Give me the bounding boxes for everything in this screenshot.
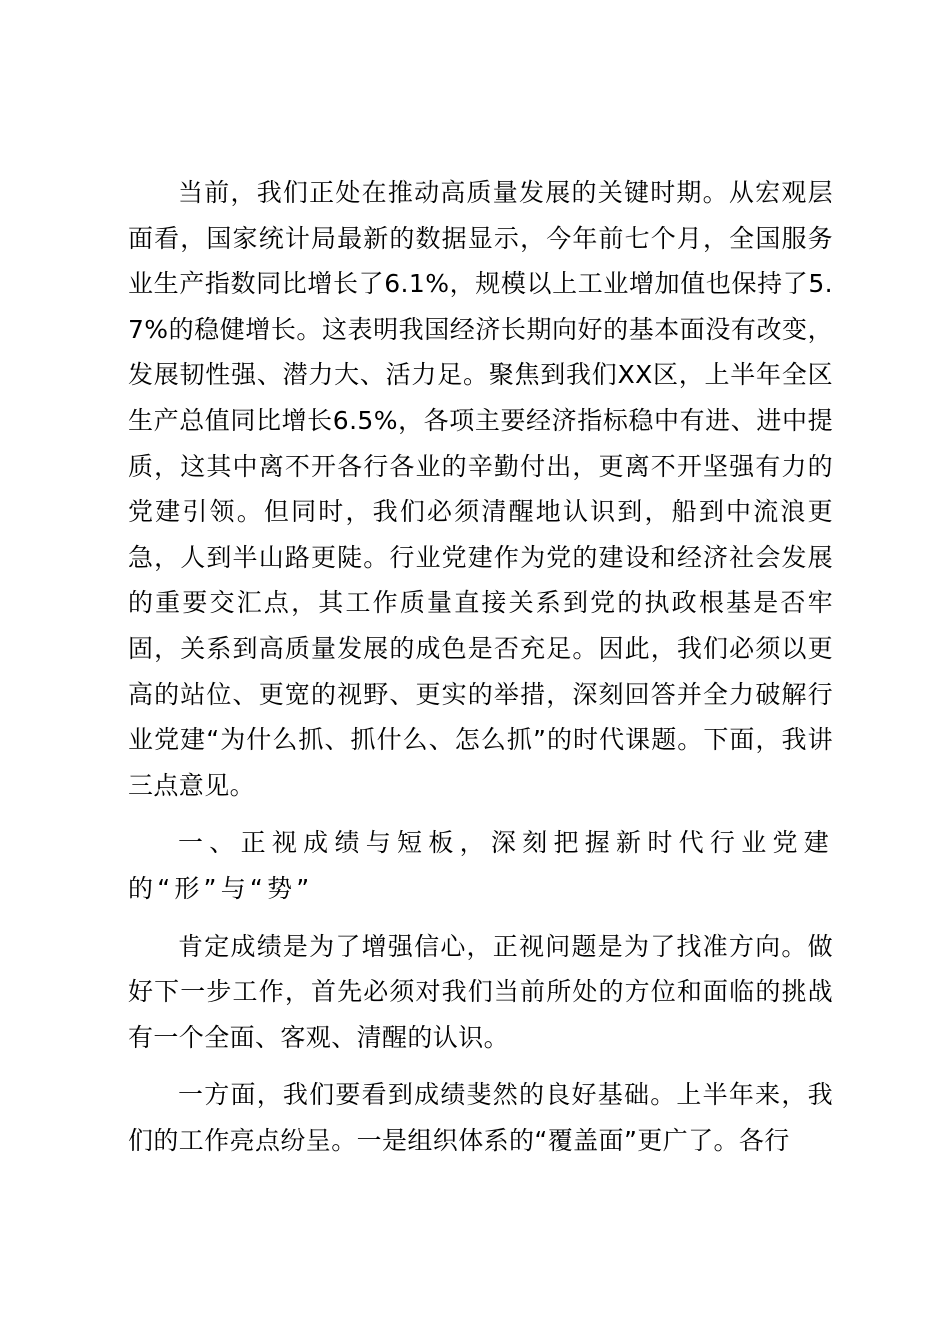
section1-paragraph-2: 一方面，我们要看到成绩斐然的良好基础。上半年来，我们的工作亮点纷呈。一是组织体系的“覆盖面”更广了。各行 xyxy=(128,1080,833,1155)
paragraph-gap xyxy=(128,912,833,924)
paragraph-gap xyxy=(128,1060,833,1072)
section-heading-1: 一、正视成绩与短板，深刻把握新时代行业党建的“形”与“势” xyxy=(128,828,833,903)
document-body xyxy=(128,170,833,1163)
intro-paragraph: 当前，我们正处在推动高质量发展的关键时期。从宏观层面看，国家统计局最新的数据显示，今年前七个月，全国服务业生产指数同比增长了6.1%，规模以上工业增加值也保持了5.7%的稳健增长。这表明我国经济长期向好的基本面没有改变，发展韧性强、潜力大、活力足。聚焦到我们XX区，上半年全区生产总值同比增长6.5%，各项主要经济指标稳中有进、进中提质，这其中离不开各行各业的辛勤付出，更离不开坚强有力的党建引领。但同时，我们必须清醒地认识到，船到中流浪更急，人到半山路更陡。行业党建作为党的建设和经济社会发展的重要交汇点，其工作质量直接关系到党的执政根基是否牢固，关系到高质量发展的成色是否充足。因此，我们必须以更高的站位、更宽的视野、更实的举措，深刻回答并全力破解行业党建“为什么抓、抓什么、怎么抓”的时代课题。下面，我讲三点意见。 xyxy=(128,178,833,800)
section1-paragraph-1: 肯定成绩是为了增强信心，正视问题是为了找准方向。做好下一步工作，首先必须对我们当前所处的方位和面临的挑战有一个全面、客观、清醒的认识。 xyxy=(128,931,833,1052)
paragraph-gap xyxy=(128,808,833,820)
